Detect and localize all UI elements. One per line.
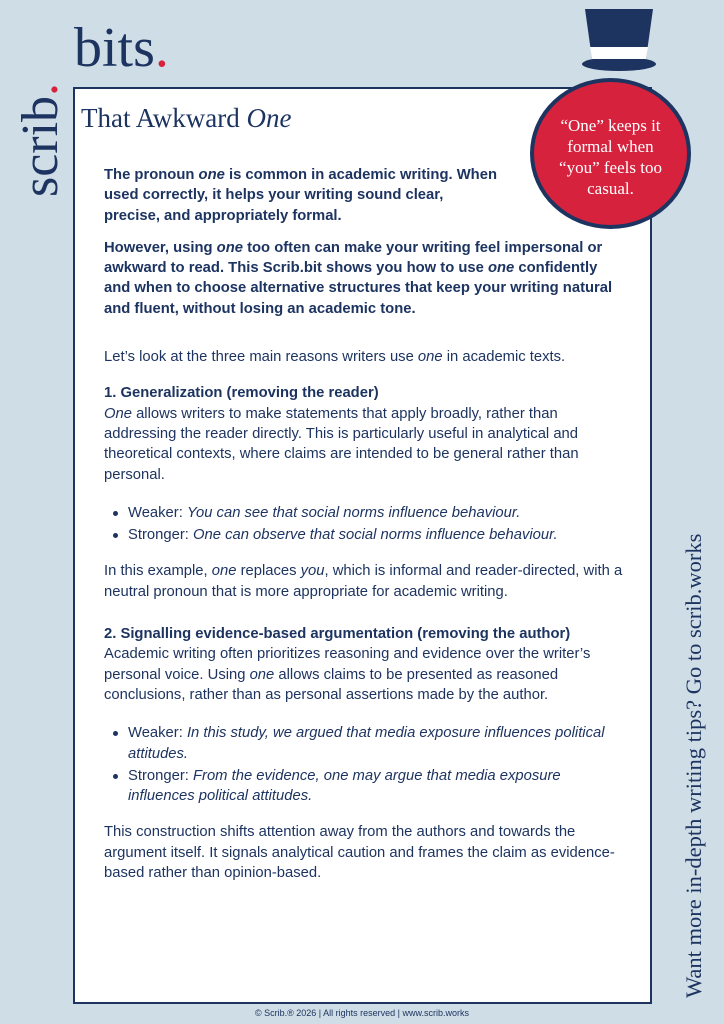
tip-bubble bbox=[530, 78, 691, 229]
example-stronger: Stronger: One can observe that social norms influence behaviour. bbox=[104, 525, 624, 545]
top-hat-icon bbox=[581, 9, 657, 71]
example-weaker: Weaker: In this study, we argued that media exposure influences political attitudes. bbox=[104, 723, 624, 764]
section-2-body: Academic writing often prioritizes reasoning and evidence over the writer’s personal voice. Using one allows claims to be presented as reasoned conclusions, rather than as personal assertions made by the author. bbox=[104, 646, 591, 703]
tip-bubble-text: “One” keeps it formal when “you” feels too casual. bbox=[559, 115, 662, 198]
section-1-heading: 1. Generalization (removing the reader) bbox=[104, 385, 379, 402]
section-2-heading: 2. Signalling evidence-based argumentation (removing the author) bbox=[104, 626, 571, 643]
page-title: That Awkward One bbox=[81, 103, 292, 133]
content-card bbox=[73, 87, 652, 1004]
footer-copyright: © Scrib.® 2026 | All rights reserved | www.scrib.works bbox=[254, 1008, 469, 1018]
intro-paragraph-1: The pronoun one is common in academic writing. When used correctly, it helps your writing sound clear, precise, and appropriately formal. bbox=[104, 167, 497, 224]
brand-bits-logo: bits. bbox=[74, 17, 169, 79]
section-2-examples bbox=[104, 723, 624, 806]
example-stronger: Stronger: From the evidence, one may argue that media exposure influences political attitudes. bbox=[104, 766, 624, 807]
brand-scrib-logo: scrib. bbox=[12, 82, 69, 198]
intro-paragraph-2: However, using one too often can make your writing feel impersonal or awkward to read. This Scrib.bit shows you how to use one confidently and when to choose alternative structures that keep your writing natural and fluent, without losing an academic tone. bbox=[104, 239, 613, 317]
example-weaker: Weaker: You can see that social norms influence behaviour. bbox=[104, 503, 624, 523]
section-1-examples bbox=[104, 503, 624, 546]
section-2-explanation: This construction shifts attention away from the authors and towards the argument itself. It signals analytical caution and frames the claim as evidence-based rather than opinion-based. bbox=[104, 824, 615, 882]
scrib-works-promo[interactable]: Want more in-depth writing tips? Go to scrib.works bbox=[681, 533, 706, 998]
lead-paragraph: Let’s look at the three main reasons writers use one in academic texts. bbox=[104, 349, 566, 366]
article-body bbox=[104, 165, 624, 895]
section-1-body: One allows writers to make statements that apply broadly, rather than addressing the reader directly. This is particularly useful in analytical and theoretical contexts, where claims are intended to be general rather than personal. bbox=[104, 405, 579, 483]
section-1-explanation: In this example, one replaces you, which is informal and reader-directed, with a neutral pronoun that is more appropriate for academic writing. bbox=[104, 563, 623, 600]
